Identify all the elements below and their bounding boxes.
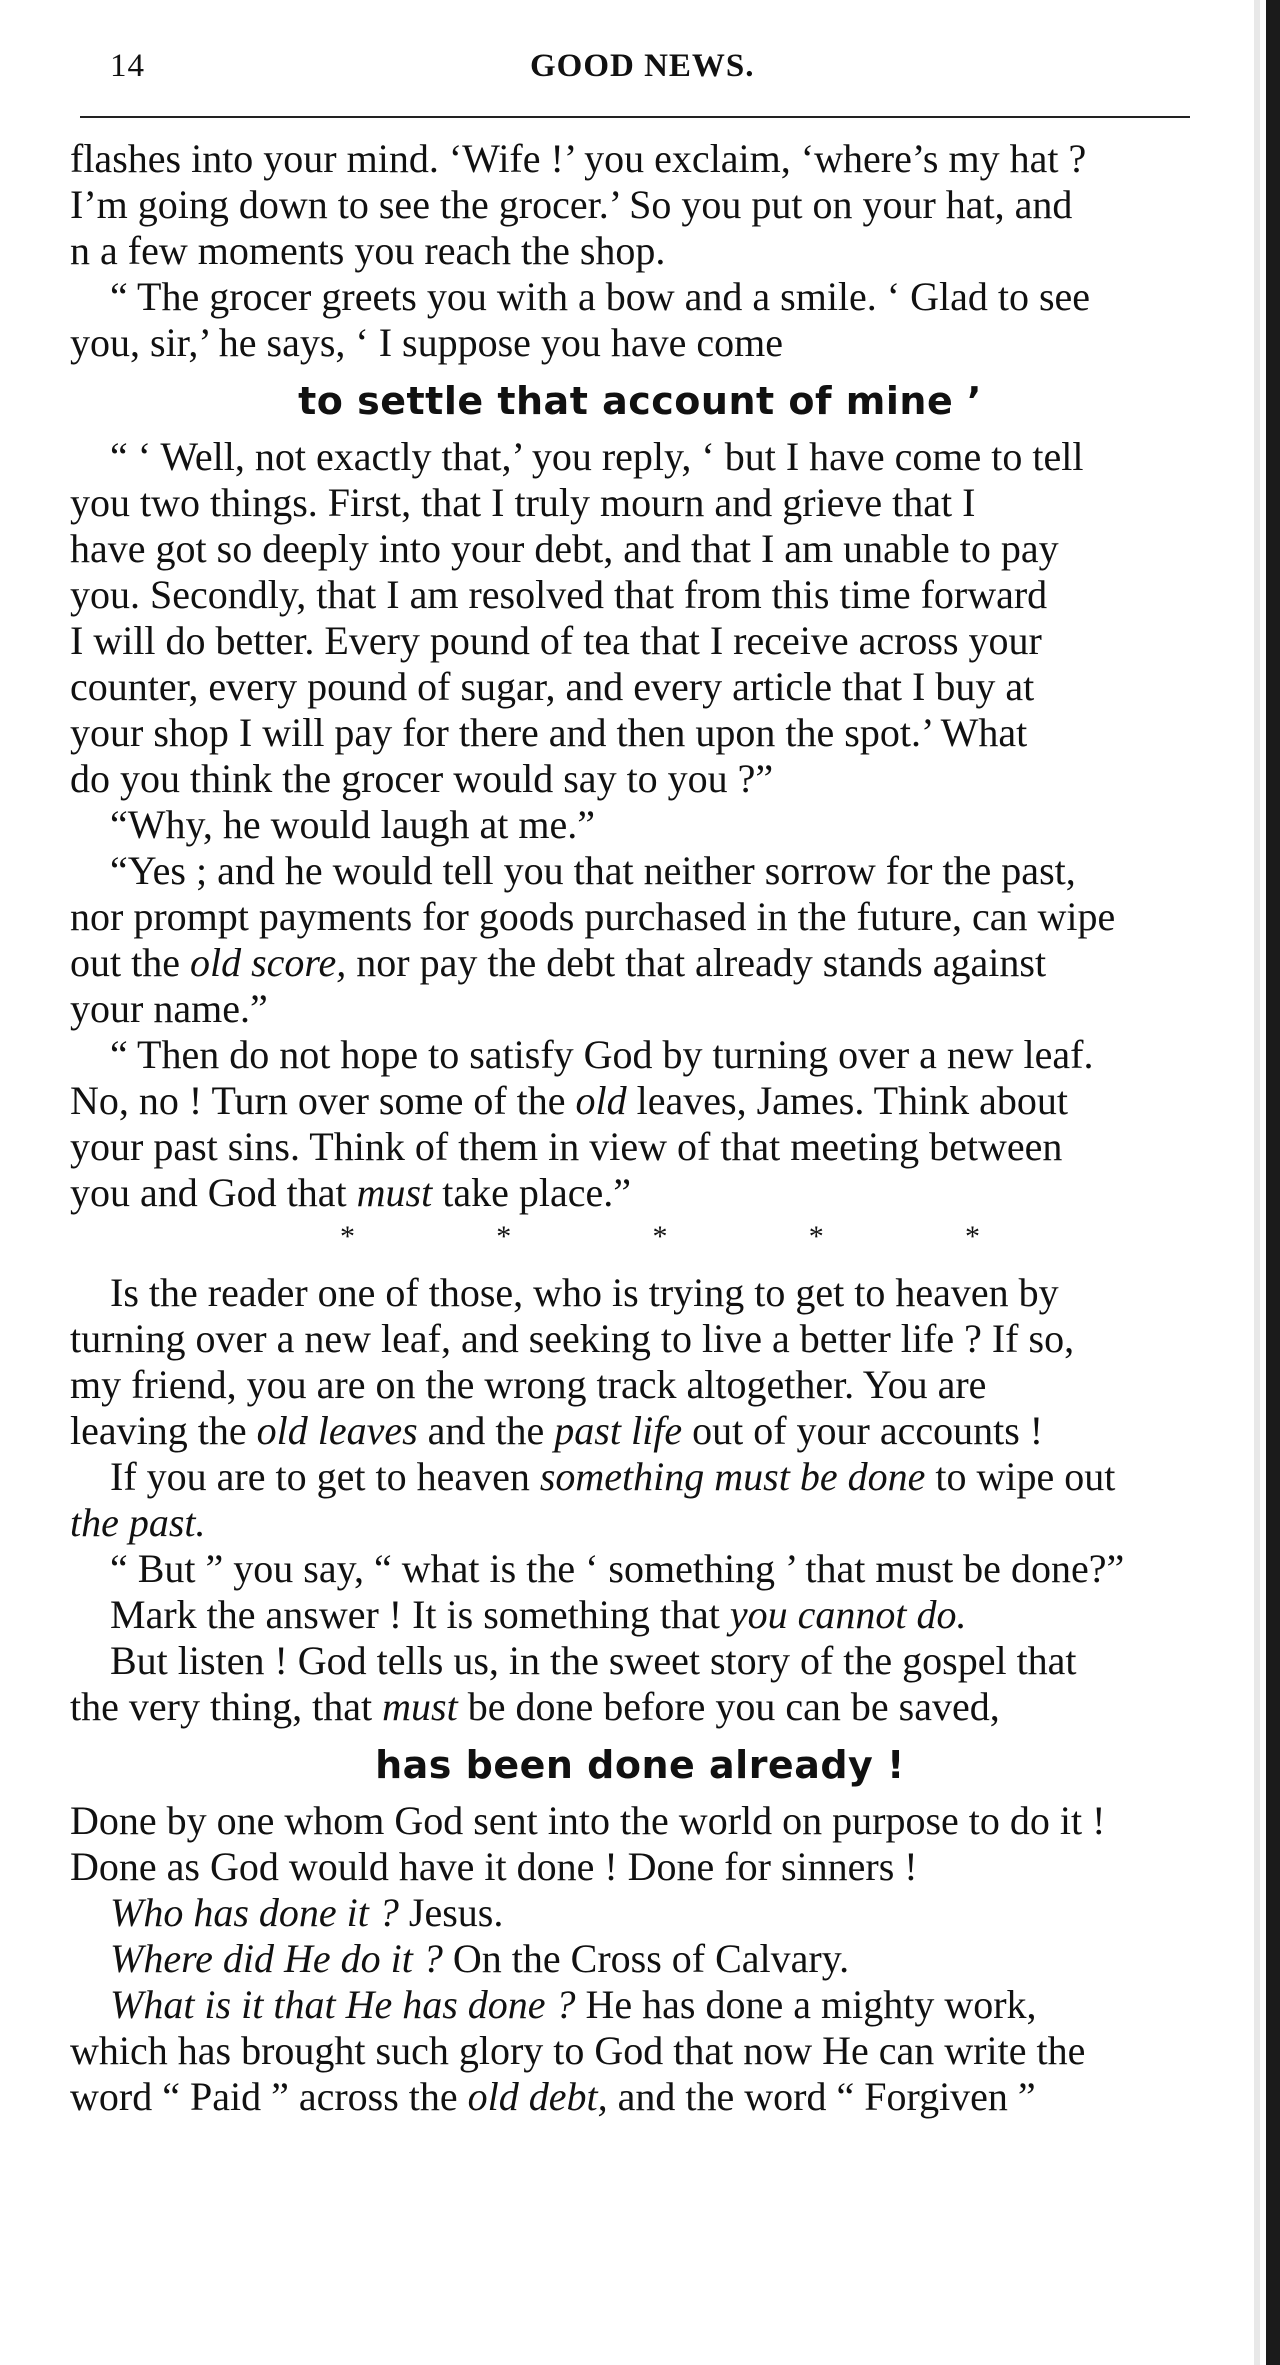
text-run: Jesus. [398, 1890, 504, 1935]
page-number: 14 [110, 48, 145, 84]
text-line: “ But ” you say, “ what is the ‘ something ’ that must be done?” [110, 1546, 1125, 1591]
header-rule [80, 116, 1190, 118]
text-line: you two things. First, that I truly mourn and grieve that I [70, 480, 976, 525]
text-line: “Why, he would laugh at me.” [110, 802, 596, 847]
italic-run: the past. [70, 1500, 206, 1545]
text-line [70, 1170, 1210, 1216]
page-edge-shadow [1254, 0, 1260, 2365]
display-heading-done-already: has been done already ! [375, 1743, 905, 1787]
text-line: turning over a new leaf, and seeking to live a better life ? If so, [70, 1316, 1075, 1361]
text-line: n a few moments you reach the shop. [70, 228, 666, 273]
text-line: your past sins. Think of them in view of that meeting between [70, 1124, 1063, 1169]
text-line: flashes into your mind. ‘Wife !’ you exclaim, ‘where’s my hat ? [70, 136, 1087, 181]
text-line: you. Secondly, that I am resolved that from this time forward [70, 572, 1048, 617]
book-page [70, 30, 1210, 2120]
text-line [70, 1982, 1210, 2028]
star: * [340, 1220, 355, 1253]
italic-run: past life [554, 1408, 683, 1453]
italic-run: What is it that He has done ? [110, 1982, 576, 2027]
text-line: I’m going down to see the grocer.’ So you put on your hat, and [70, 182, 1073, 227]
text-line [70, 1684, 1210, 1730]
italic-run: old debt, [467, 2074, 608, 2119]
italic-run: old leaves [256, 1408, 418, 1453]
text-line: you, sir,’ he says, ‘ I suppose you have come [70, 320, 784, 365]
italic-run: must [382, 1684, 458, 1729]
text-line: my friend, you are on the wrong track altogether. You are [70, 1362, 987, 1407]
star: * [496, 1220, 512, 1253]
page-edge-binding [1266, 0, 1280, 2365]
text-line [70, 1936, 1210, 1982]
text-run: and the [417, 1408, 555, 1453]
text-line: “ ‘ Well, not exactly that,’ you reply, ‘ but I have come to tell [110, 434, 1084, 479]
body-text [70, 136, 1210, 2120]
running-title: GOOD NEWS. [530, 48, 755, 84]
text-run: out of your accounts ! [682, 1408, 1044, 1453]
text-run: leaving the [70, 1408, 257, 1453]
section-break-stars [340, 1222, 980, 1252]
text-line: “ Then do not hope to satisfy God by turning over a new leaf. [110, 1032, 1094, 1077]
text-line: your shop I will pay for there and then upon the spot.’ What [70, 710, 1028, 755]
running-head [70, 30, 1210, 90]
italic-run: something must be done [539, 1454, 926, 1499]
text-line [70, 1454, 1210, 1500]
text-line [70, 1078, 1210, 1124]
text-line [70, 940, 1210, 986]
text-run: be done before you can be saved, [457, 1684, 1000, 1729]
text-run: you and God that [70, 1170, 357, 1215]
text-line: counter, every pound of sugar, and every article that I buy at [70, 664, 1035, 709]
italic-run: old [575, 1078, 627, 1123]
text-run: No, no ! Turn over some of the [70, 1078, 576, 1123]
text-run: If you are to get to heaven [110, 1454, 540, 1499]
star: * [652, 1220, 668, 1253]
text-line: have got so deeply into your debt, and that I am unable to pay [70, 526, 1059, 571]
text-line [70, 1500, 1210, 1546]
text-line [70, 1592, 1210, 1638]
text-line: Done by one whom God sent into the world on purpose to do it ! [70, 1798, 1106, 1843]
text-line: Is the reader one of those, who is trying to get to heaven by [110, 1270, 1059, 1315]
text-line: do you think the grocer would say to you ?” [70, 756, 774, 801]
text-line [70, 1890, 1210, 1936]
italic-run: must [356, 1170, 433, 1215]
text-run: and the word “ Forgiven ” [607, 2074, 1036, 2119]
text-run: He has done a mighty work, [575, 1982, 1037, 2027]
text-line: But listen ! God tells us, in the sweet story of the gospel that [110, 1638, 1077, 1683]
star: * [808, 1220, 824, 1253]
text-line [70, 1408, 1210, 1454]
italic-run: you cannot do. [729, 1592, 967, 1637]
text-line: “Yes ; and he would tell you that neither sorrow for the past, [110, 848, 1076, 893]
display-heading-account: to settle that account of mine ’ [298, 379, 982, 423]
text-run: take place.” [432, 1170, 631, 1215]
text-line: your name.” [70, 986, 268, 1031]
text-line: “ The grocer greets you with a bow and a smile. ‘ Glad to see [110, 274, 1091, 319]
star: * [965, 1220, 980, 1253]
text-line [70, 2074, 1210, 2120]
text-run: to wipe out [925, 1454, 1116, 1499]
text-line: I will do better. Every pound of tea that I receive across your [70, 618, 1042, 663]
italic-run: old score, [189, 940, 347, 985]
text-line: nor prompt payments for goods purchased in the future, can wipe [70, 894, 1116, 939]
text-run: out the [70, 940, 190, 985]
text-run: word “ Paid ” across the [70, 2074, 468, 2119]
text-line: which has brought such glory to God that now He can write the [70, 2028, 1086, 2073]
text-run: nor pay the debt that already stands against [346, 940, 1047, 985]
text-line: Done as God would have it done ! Done for sinners ! [70, 1844, 918, 1889]
text-run: the very thing, that [70, 1684, 383, 1729]
text-run: Mark the answer ! It is something that [110, 1592, 730, 1637]
italic-run: Who has done it ? [110, 1890, 399, 1935]
text-run: leaves, James. Think about [626, 1078, 1069, 1123]
text-run: On the Cross of Calvary. [442, 1936, 850, 1981]
italic-run: Where did He do it ? [110, 1936, 443, 1981]
